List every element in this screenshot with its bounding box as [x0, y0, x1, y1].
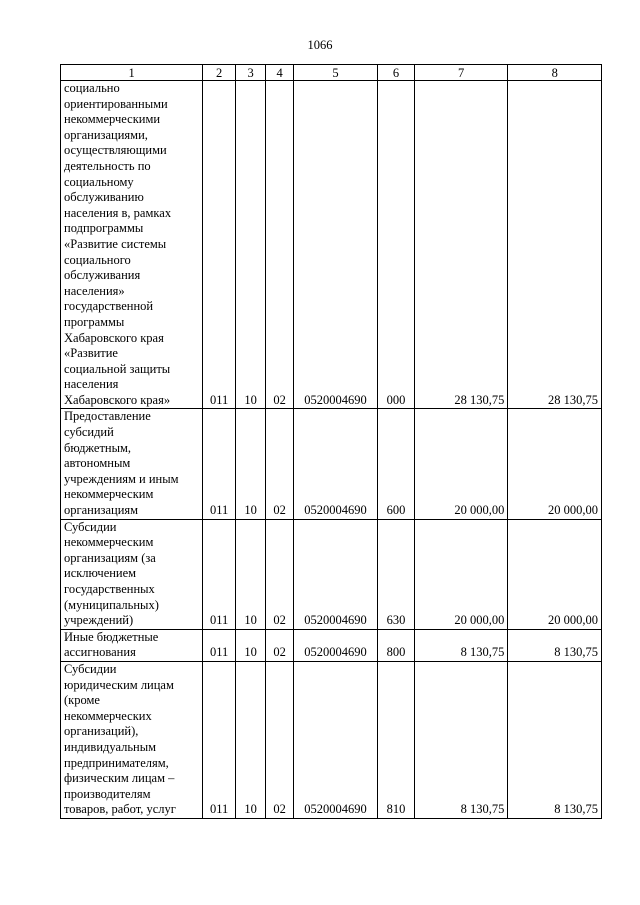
section-code: 10: [235, 519, 266, 629]
column-header: 8: [508, 65, 602, 81]
target-code: 0520004690: [293, 661, 377, 818]
subsection-code: 02: [266, 81, 293, 409]
ministry-code: 011: [203, 81, 236, 409]
amount-cell: 20 000,00: [414, 409, 508, 519]
target-code: 0520004690: [293, 629, 377, 661]
amount-cell: 8 130,75: [508, 661, 602, 818]
subsection-code: 02: [266, 519, 293, 629]
ministry-code: 011: [203, 519, 236, 629]
expense-type-code: 630: [378, 519, 415, 629]
column-header: 4: [266, 65, 293, 81]
table-row: [61, 629, 602, 661]
expense-type-code: 800: [378, 629, 415, 661]
amount-cell: 20 000,00: [508, 409, 602, 519]
column-header: 7: [414, 65, 508, 81]
amount-cell: 8 130,75: [414, 629, 508, 661]
section-code: 10: [235, 81, 266, 409]
row-description: социально ориентированными некоммерческими организациями, осуществляющими деятельность по социальному обслуживанию населения в, рамках подпрограммы «Развитие системы социального обслуживания населения» государственной программы Хабаровского края «Развитие социальной защиты населения Хабаровского края»: [61, 81, 203, 409]
table-header-row: [61, 65, 602, 81]
section-code: 10: [235, 661, 266, 818]
amount-cell: 28 130,75: [414, 81, 508, 409]
target-code: 0520004690: [293, 519, 377, 629]
section-code: 10: [235, 409, 266, 519]
row-description: Иные бюджетные ассигнования: [61, 629, 203, 661]
target-code: 0520004690: [293, 81, 377, 409]
table-row: [61, 409, 602, 519]
row-description: Предоставление субсидий бюджетным, автономным учреждениям и иным некоммерческим организациям: [61, 409, 203, 519]
section-code: 10: [235, 629, 266, 661]
expense-type-code: 000: [378, 81, 415, 409]
column-header: 2: [203, 65, 236, 81]
ministry-code: 011: [203, 629, 236, 661]
column-header: 1: [61, 65, 203, 81]
column-header: 3: [235, 65, 266, 81]
ministry-code: 011: [203, 661, 236, 818]
expense-type-code: 600: [378, 409, 415, 519]
row-description: Субсидии некоммерческим организациям (за исключением государственных (муниципальных) учреждений): [61, 519, 203, 629]
amount-cell: 20 000,00: [414, 519, 508, 629]
subsection-code: 02: [266, 661, 293, 818]
amount-cell: 20 000,00: [508, 519, 602, 629]
budget-table: [60, 64, 602, 819]
row-description: Субсидии юридическим лицам (кроме некоммерческих организаций), индивидуальным предпринимателям, физическим лицам – производителям товаров, работ, услуг: [61, 661, 203, 818]
table-row: [61, 661, 602, 818]
subsection-code: 02: [266, 409, 293, 519]
amount-cell: 8 130,75: [508, 629, 602, 661]
expense-type-code: 810: [378, 661, 415, 818]
table-row: [61, 81, 602, 409]
column-header: 6: [378, 65, 415, 81]
column-header: 5: [293, 65, 377, 81]
amount-cell: 28 130,75: [508, 81, 602, 409]
table-row: [61, 519, 602, 629]
ministry-code: 011: [203, 409, 236, 519]
subsection-code: 02: [266, 629, 293, 661]
amount-cell: 8 130,75: [414, 661, 508, 818]
page-number: 1066: [307, 38, 333, 52]
target-code: 0520004690: [293, 409, 377, 519]
